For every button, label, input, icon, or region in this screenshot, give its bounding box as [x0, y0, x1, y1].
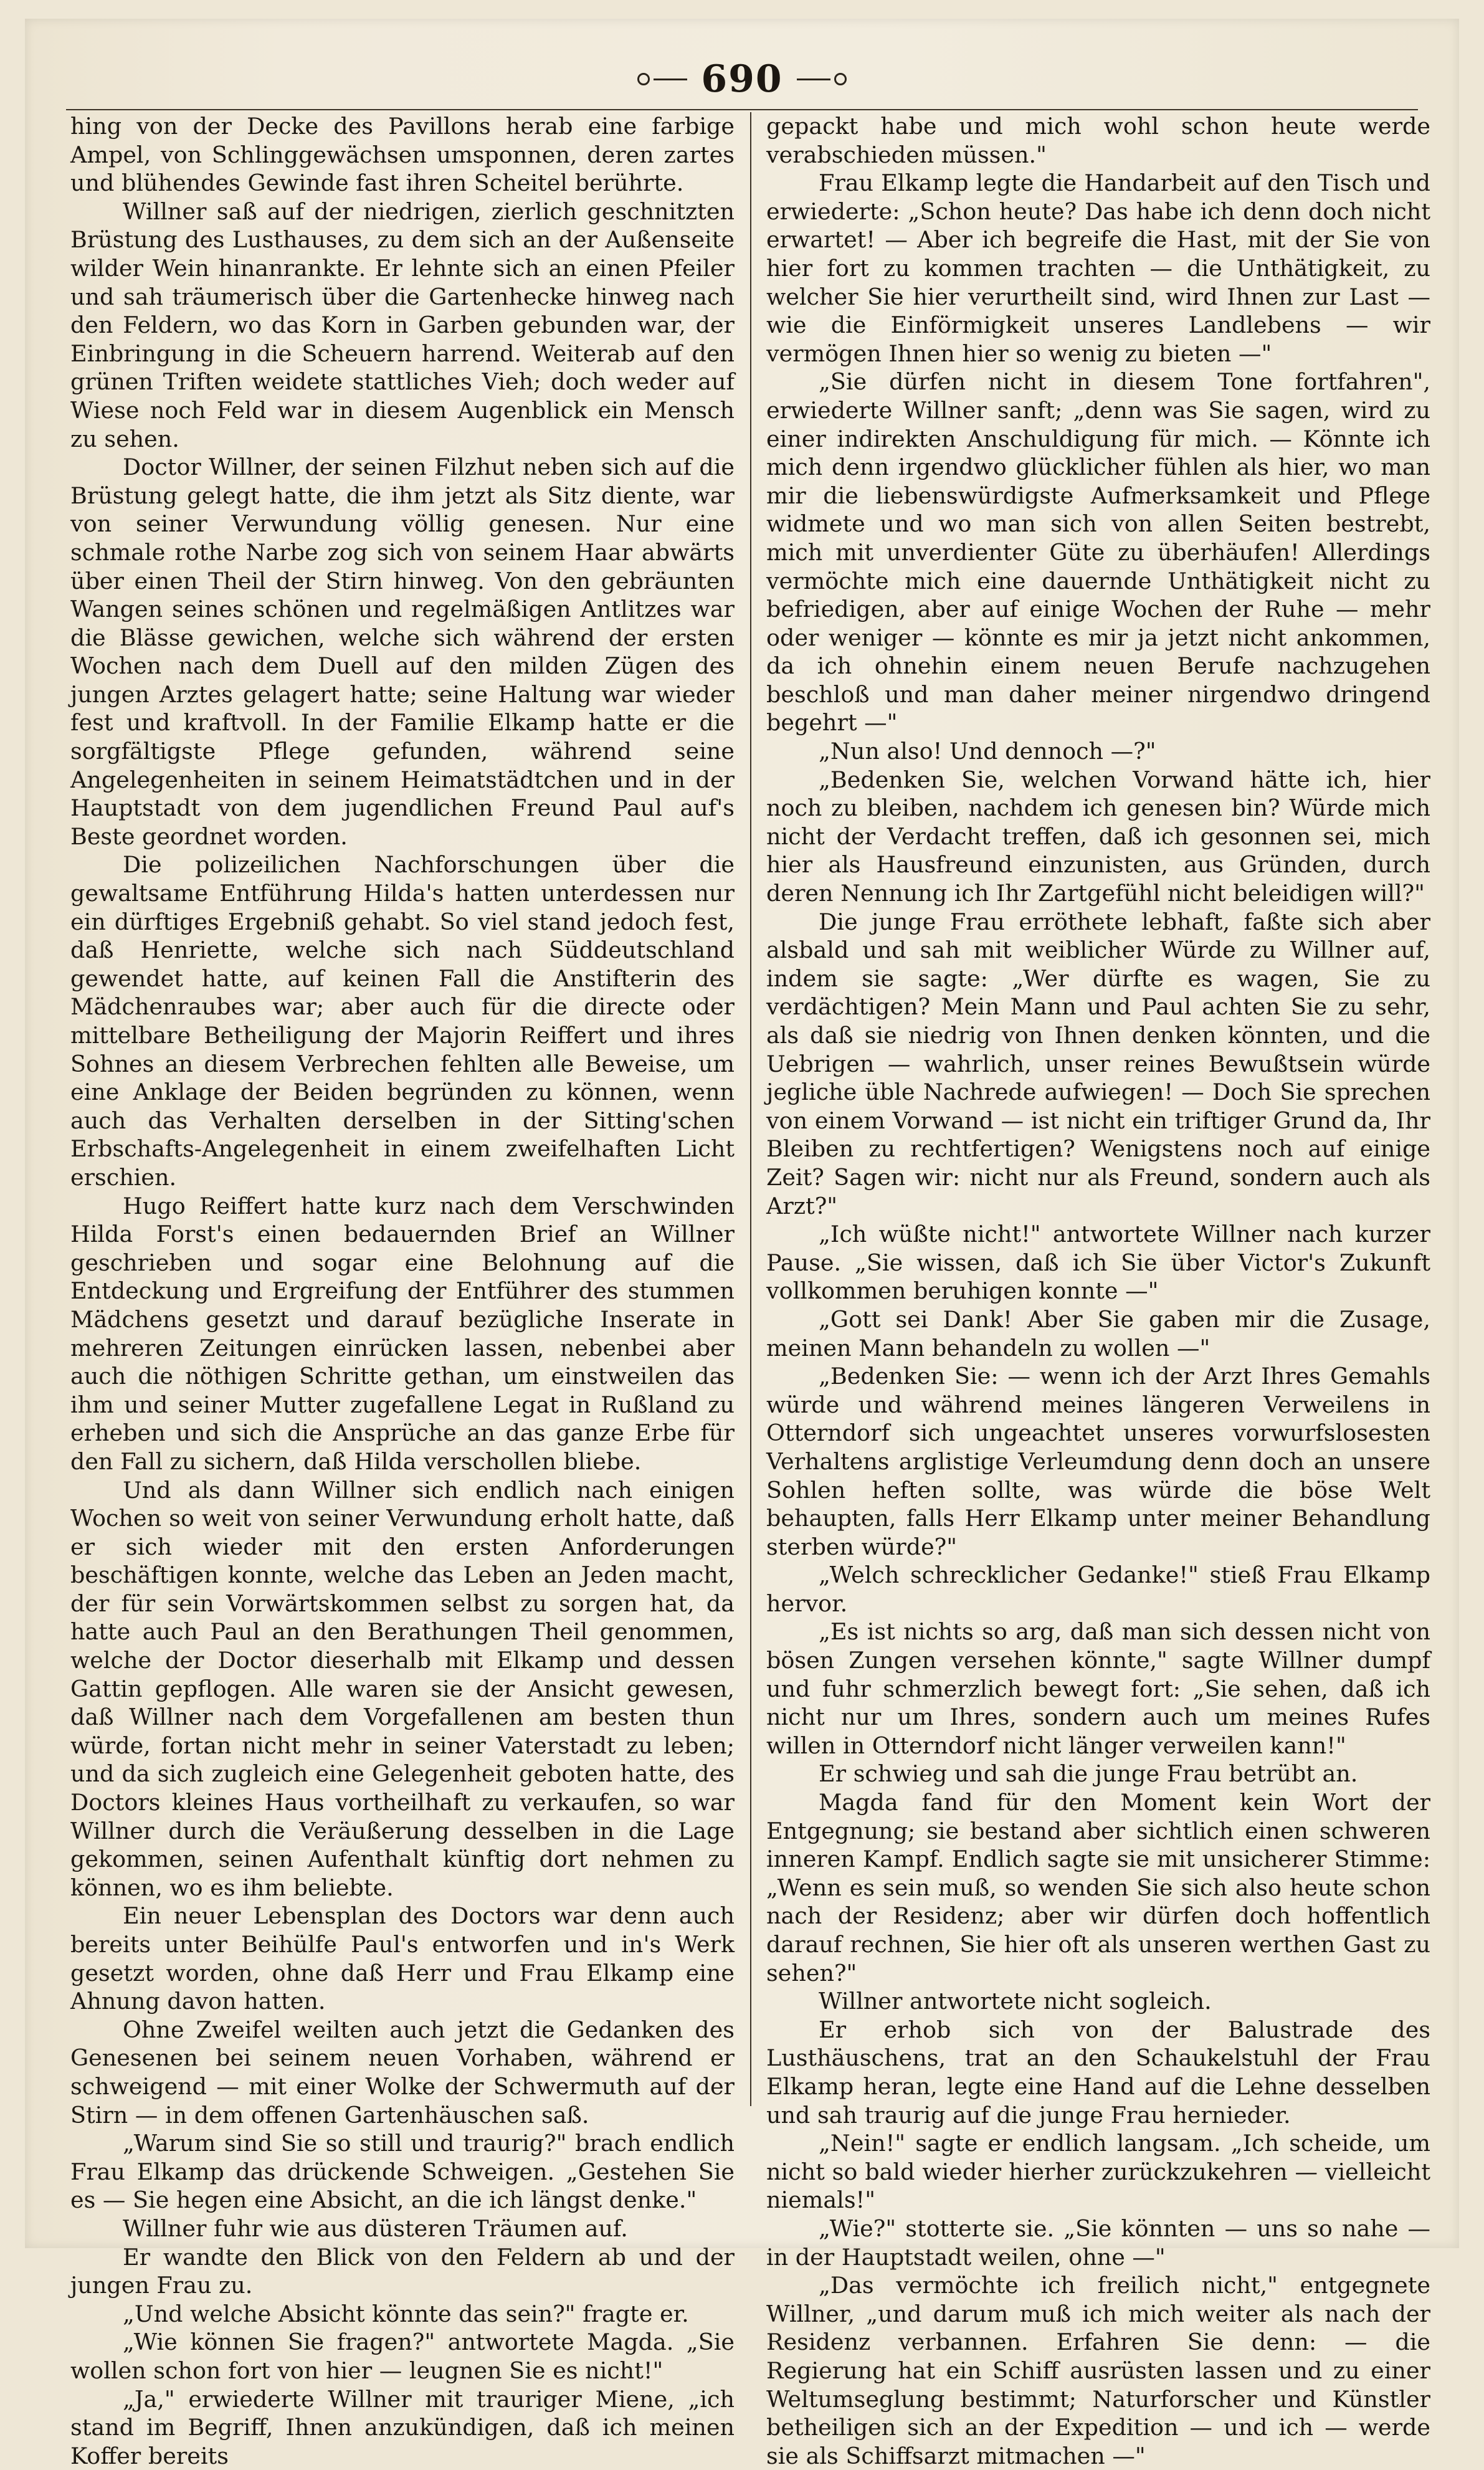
- paragraph: „Ich wüßte nicht!" antwortete Willner nach kurzer Pause. „Sie wissen, daß ich Sie über Victor's Zukunft vollkommen beruhigen konnte —": [766, 1220, 1430, 1305]
- right-column: [766, 112, 1430, 2119]
- paragraph: „Gott sei Dank! Aber Sie gaben mir die Zusage, meinen Mann behandeln zu wollen —": [766, 1305, 1430, 1362]
- paragraph: „Das vermöchte ich freilich nicht," entgegnete Willner, „und darum muß ich mich weiter als nach der Residenz verbannen. Erfahren Sie denn: — die Regierung hat ein Schiff ausrüsten lassen und zu einer Weltumseglung bestimmt; Naturforscher und Künstler betheiligen sich an der Expedition — und ich — werde sie als Schiffsarzt mitmachen —": [766, 2271, 1430, 2470]
- paragraph: „Nun also! Und dennoch —?": [766, 737, 1430, 766]
- page-header: [25, 51, 1459, 107]
- paragraph: Willner saß auf der niedrigen, zierlich geschnitzten Brüstung des Lusthauses, zu dem sich an der Außenseite wilder Wein hinanrankte. Er lehnte sich an einen Pfeiler und sah träumerisch über die Gartenhecke hinweg nach den Feldern, wo das Korn in Garben gebunden war, der Einbringung in die Scheuern harrend. Weiterab auf den grünen Triften weidete stattliches Vieh; doch weder auf Wiese noch Feld war in diesem Augenblick ein Mensch zu sehen.: [70, 198, 735, 453]
- header-rule: [66, 109, 1418, 110]
- paragraph: hing von der Decke des Pavillons herab eine farbige Ampel, von Schlinggewächsen umsponnen, deren zartes und blühendes Gewinde fast ihren Scheitel berührte.: [70, 112, 735, 198]
- paragraph: „Und welche Absicht könnte das sein?" fragte er.: [70, 2300, 735, 2329]
- paragraph: „Welch schrecklicher Gedanke!" stieß Frau Elkamp hervor.: [766, 1561, 1430, 1618]
- left-column: [70, 112, 735, 2119]
- paragraph: gepackt habe und mich wohl schon heute werde verabschieden müssen.": [766, 112, 1430, 169]
- paragraph: „Es ist nichts so arg, daß man sich dessen nicht von bösen Zungen versehen könnte," sagte Willner dumpf und fuhr schmerzlich bewegt fort: „Sie sehen, daß ich nicht nur um Ihres, sondern auch um meines Rufes willen in Otterndorf nicht länger verweilen kann!": [766, 1618, 1430, 1760]
- paragraph: „Warum sind Sie so still und traurig?" brach endlich Frau Elkamp das drückende Schweigen. „Gestehen Sie es — Sie hegen eine Absicht, an die ich längst denke.": [70, 2129, 735, 2215]
- paragraph: Er schwieg und sah die junge Frau betrübt an.: [766, 1760, 1430, 1788]
- paragraph: Ein neuer Lebensplan des Doctors war denn auch bereits unter Beihülfe Paul's entworfen und in's Werk gesetzt worden, ohne daß Herr und Frau Elkamp eine Ahnung davon hatten.: [70, 1902, 735, 2015]
- paragraph: „Wie können Sie fragen?" antwortete Magda. „Sie wollen schon fort von hier — leugnen Sie es nicht!": [70, 2328, 735, 2385]
- paragraph: „Nein!" sagte er endlich langsam. „Ich scheide, um nicht so bald wieder hierher zurückzukehren — vielleicht niemals!": [766, 2129, 1430, 2215]
- left-ornament: [637, 73, 687, 85]
- paragraph: „Bedenken Sie, welchen Vorwand hätte ich, hier noch zu bleiben, nachdem ich genesen bin? Würde mich nicht der Verdacht treffen, daß ich gesonnen sei, mich hier als Hausfreund einzunisten, aus Gründen, durch deren Nennung ich Ihr Zartgefühl nicht beleidigen will?": [766, 766, 1430, 908]
- paragraph: Er wandte den Blick von den Feldern ab und der jungen Frau zu.: [70, 2243, 735, 2300]
- paragraph: Magda fand für den Moment kein Wort der Entgegnung; sie bestand aber sichtlich einen schweren inneren Kampf. Endlich sagte sie mit unsicherer Stimme: „Wenn es sein muß, so wenden Sie sich also heute schon nach der Residenz; aber wir dürfen doch hoffentlich darauf rechnen, Sie hier oft als unseren werthen Gast zu sehen?": [766, 1788, 1430, 1987]
- right-ornament: [797, 73, 847, 85]
- paragraph: Die polizeilichen Nachforschungen über die gewaltsame Entführung Hilda's hatten unterdessen nur ein dürftiges Ergebniß gehabt. So viel stand jedoch fest, daß Henriette, welche sich nach Süddeutschland gewendet hatte, auf keinen Fall die Anstifterin des Mädchenraubes war; aber auch für die directe oder mittelbare Betheiligung der Majorin Reiffert und ihres Sohnes an diesem Verbrechen fehlten alle Beweise, um eine Anklage der Beiden begründen zu können, wenn auch das Verhalten derselben in der Sitting'schen Erbschafts-Angelegenheit in einem zweifelhaften Licht erschien.: [70, 851, 735, 1191]
- paragraph: Doctor Willner, der seinen Filzhut neben sich auf die Brüstung gelegt hatte, die ihm jetzt als Sitz diente, war von seiner Verwundung völlig genesen. Nur eine schmale rothe Narbe zog sich von seinem Haar abwärts über einen Theil der Stirn hinweg. Von den gebräunten Wangen seines schönen und regelmäßigen Antlitzes war die Blässe gewichen, welche sich während der ersten Wochen nach dem Duell auf den milden Zügen des jungen Arztes gelagert hatte; seine Haltung war wieder fest und kraftvoll. In der Familie Elkamp hatte er die sorgfältigste Pflege gefunden, während seine Angelegenheiten in seinem Heimatstädtchen und in der Hauptstadt von dem jugendlichen Freund Paul auf's Beste geordnet worden.: [70, 453, 735, 851]
- paragraph: „Sie dürfen nicht in diesem Tone fortfahren", erwiederte Willner sanft; „denn was Sie sagen, wird zu einer indirekten Anschuldigung für mich. — Könnte ich mich denn irgendwo glücklicher fühlen als hier, wo man mir die liebenswürdigste Aufmerksamkeit und Pflege widmete und wo man sich von allen Seiten bestrebt, mich mit unverdienter Güte zu überhäufen! Allerdings vermöchte mich eine dauernde Unthätigkeit nicht zu befriedigen, aber auf einige Wochen der Ruhe — mehr oder weniger — könnte es mir ja jetzt nicht ankommen, da ich ohnehin einem neuen Berufe nachzugehen beschloß und man daher meiner nirgendwo dringend begehrt —": [766, 368, 1430, 737]
- column-divider: [750, 112, 751, 2106]
- paragraph: „Wie?" stotterte sie. „Sie könnten — uns so nahe — in der Hauptstadt weilen, ohne —": [766, 2215, 1430, 2271]
- paragraph: Die junge Frau erröthete lebhaft, faßte sich aber alsbald und sah mit weiblicher Würde zu Willner auf, indem sie sagte: „Wer dürfte es wagen, Sie zu verdächtigen? Mein Mann und Paul achten Sie zu sehr, als daß sie niedrig von Ihnen denken könnten, und die Uebrigen — wahrlich, unser reines Bewußtsein würde jegliche üble Nachrede aufwiegen! — Doch Sie sprechen von einem Vorwand — ist nicht ein triftiger Grund da, Ihr Bleiben zu rechtfertigen? Wenigstens noch auf einige Zeit? Sagen wir: nicht nur als Freund, sondern auch als Arzt?": [766, 908, 1430, 1221]
- paragraph: Willner fuhr wie aus düsteren Träumen auf.: [70, 2215, 735, 2243]
- paragraph: „Bedenken Sie: — wenn ich der Arzt Ihres Gemahls würde und während meines längeren Verweilens in Otterndorf sich ungeachtet unseres vorwurfslosesten Verhaltens arglistige Verleumdung denn doch an unsere Sohlen heften sollte, was würde die böse Welt behaupten, falls Herr Elkamp unter meiner Behandlung sterben würde?": [766, 1362, 1430, 1561]
- paragraph: Und als dann Willner sich endlich nach einigen Wochen so weit von seiner Verwundung erholt hatte, daß er sich wieder mit den ersten Anforderungen beschäftigen konnte, welche das Leben an Jeden macht, der für sein Vorwärtskommen selbst zu sorgen hat, da hatte auch Paul an den Berathungen Theil genommen, welche der Doctor dieserhalb mit Elkamp und dessen Gattin gepflogen. Alle waren sie der Ansicht gewesen, daß Willner nach dem Vorgefallenen am besten thun würde, fortan nicht mehr in seiner Vaterstadt zu leben; und da sich zugleich eine Gelegenheit geboten hatte, des Doctors kleines Haus vortheilhaft zu verkaufen, so war Willner durch die Veräußerung desselben in die Lage gekommen, seinen Aufenthalt künftig dort nehmen zu können, wo es ihm beliebte.: [70, 1476, 735, 1902]
- paragraph: „Ja," erwiederte Willner mit trauriger Miene, „ich stand im Begriff, Ihnen anzukündigen, daß ich meinen Koffer bereits: [70, 2385, 735, 2470]
- paragraph: Frau Elkamp legte die Handarbeit auf den Tisch und erwiederte: „Schon heute? Das habe ich denn doch nicht erwartet! — Aber ich begreife die Hast, mit der Sie von hier fort zu kommen trachten — die Unthätigkeit, zu welcher Sie hier verurtheilt sind, wird Ihnen zur Last — wie die Einförmigkeit unseres Landlebens — wir vermögen Ihnen hier so wenig zu bieten —": [766, 169, 1430, 368]
- paragraph: Ohne Zweifel weilten auch jetzt die Gedanken des Genesenen bei seinem neuen Vorhaben, während er schweigend — mit einer Wolke der Schwermuth auf der Stirn — in dem offenen Gartenhäuschen saß.: [70, 2016, 735, 2129]
- paragraph: Er erhob sich von der Balustrade des Lusthäuschens, trat an den Schaukelstuhl der Frau Elkamp heran, legte eine Hand auf die Lehne desselben und sah traurig auf die junge Frau hernieder.: [766, 2016, 1430, 2129]
- page-number: 690: [701, 57, 782, 101]
- paragraph: Willner antwortete nicht sogleich.: [766, 1987, 1430, 2016]
- paragraph: Hugo Reiffert hatte kurz nach dem Verschwinden Hilda Forst's einen bedauernden Brief an Willner geschrieben und sogar eine Belohnung auf die Entdeckung und Ergreifung der Entführer des stummen Mädchens gesetzt und darauf bezügliche Inserate in mehreren Zeitungen einrücken lassen, nebenbei aber auch die nöthigen Schritte gethan, um einstweilen das ihm und seiner Mutter zugefallene Legat in Rußland zu erheben und sich die Ansprüche an das ganze Erbe für den Fall zu sichern, daß Hilda verschollen bliebe.: [70, 1192, 735, 1476]
- newspaper-page: [25, 19, 1459, 2248]
